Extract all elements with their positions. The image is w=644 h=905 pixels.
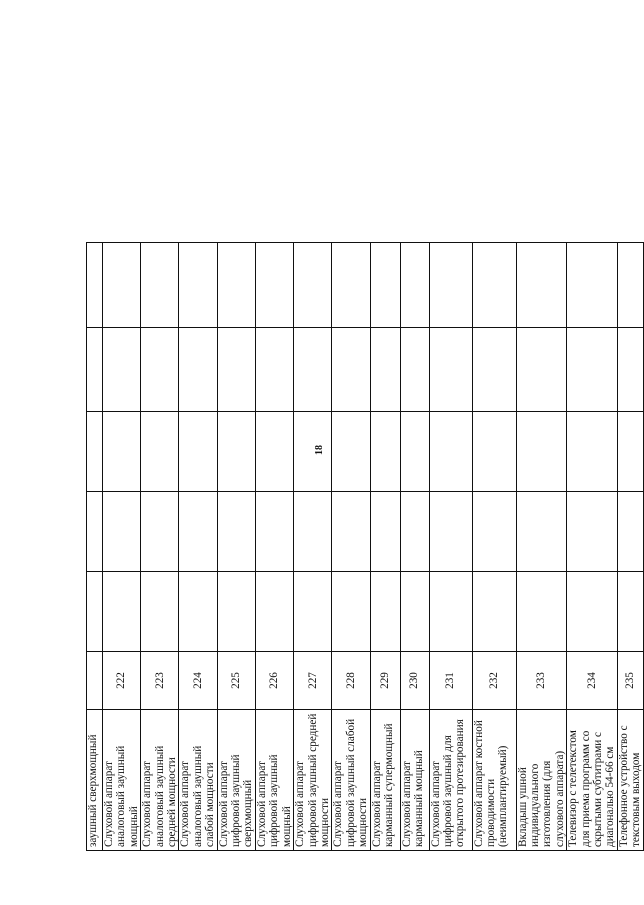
item-number-cell: 234 <box>567 652 618 710</box>
empty-cell <box>370 492 400 572</box>
empty-cell <box>332 572 370 652</box>
empty-cell <box>217 243 255 328</box>
empty-cell <box>429 328 472 412</box>
empty-cell <box>179 243 217 328</box>
empty-cell <box>179 328 217 412</box>
rotated-table-container <box>86 243 643 851</box>
item-name-cell: Слуховой аппарат аналоговый заушный средней мощности <box>141 710 179 851</box>
empty-cell <box>255 492 293 572</box>
empty-cell <box>179 572 217 652</box>
empty-cell <box>472 492 516 572</box>
item-name-cell: Телевизор с телетекстом для приема программ со скрытыми субтитрами с диагональю 54-66 см <box>567 710 618 851</box>
empty-cell <box>294 492 332 572</box>
empty-cell <box>294 243 332 328</box>
empty-cell <box>179 492 217 572</box>
empty-cell <box>617 243 643 328</box>
item-name-cell: Слуховой аппарат цифровой заушный средней мощности <box>294 710 332 851</box>
item-name-cell: Слуховой аппарат карманный супермощный <box>370 710 400 851</box>
item-name-cell: Вкладыш ушной индивидуального изготовления (для слухового аппарата) <box>516 710 567 851</box>
item-name-cell: Слуховой аппарат карманный мощный <box>400 710 429 851</box>
empty-cell <box>294 572 332 652</box>
empty-cell <box>400 412 429 492</box>
item-name-cell: Слуховой аппарат аналоговый заушный слабой мощности <box>179 710 217 851</box>
empty-cell <box>472 572 516 652</box>
table-row <box>217 243 255 851</box>
empty-cell <box>332 492 370 572</box>
empty-cell <box>516 328 567 412</box>
empty-cell <box>294 412 332 492</box>
item-number-cell: 224 <box>179 652 217 710</box>
table-row <box>294 243 332 851</box>
empty-cell <box>103 328 141 412</box>
empty-cell <box>294 328 332 412</box>
empty-cell <box>567 243 618 328</box>
item-number-cell: 229 <box>370 652 400 710</box>
empty-cell <box>617 492 643 572</box>
table-row <box>516 243 567 851</box>
empty-cell <box>217 572 255 652</box>
item-name-cell: Слуховой аппарат цифровой заушный слабой мощности <box>332 710 370 851</box>
empty-cell <box>87 243 103 328</box>
equipment-table <box>86 242 644 851</box>
table-row <box>87 243 103 851</box>
empty-cell <box>103 492 141 572</box>
empty-cell <box>141 572 179 652</box>
table-row <box>179 243 217 851</box>
empty-cell <box>87 492 103 572</box>
empty-cell <box>141 412 179 492</box>
table-row <box>400 243 429 851</box>
item-number-cell: 233 <box>516 652 567 710</box>
item-name-cell: Слуховой аппарат костной проводимости (неимплантируемый) <box>472 710 516 851</box>
empty-cell <box>370 243 400 328</box>
empty-cell <box>87 328 103 412</box>
item-name-cell: Слуховой аппарат цифровой заушный мощный <box>255 710 293 851</box>
empty-cell <box>332 243 370 328</box>
empty-cell <box>429 492 472 572</box>
empty-cell <box>217 328 255 412</box>
item-number-cell: 222 <box>103 652 141 710</box>
empty-cell <box>400 572 429 652</box>
item-name-cell: Телефонное устройство с текстовым выходом <box>617 710 643 851</box>
empty-cell <box>103 572 141 652</box>
empty-cell <box>567 492 618 572</box>
empty-cell <box>141 492 179 572</box>
table-row <box>429 243 472 851</box>
table-row <box>255 243 293 851</box>
table-row <box>472 243 516 851</box>
item-name-cell: заушный сверхмощный <box>87 710 103 851</box>
empty-cell <box>400 328 429 412</box>
item-number-cell: 227 <box>294 652 332 710</box>
empty-cell <box>255 328 293 412</box>
empty-cell <box>370 328 400 412</box>
item-number-cell: 235 <box>617 652 643 710</box>
item-name-cell: Слуховой аппарат аналоговый заушный мощный <box>103 710 141 851</box>
empty-cell <box>332 328 370 412</box>
empty-cell <box>516 243 567 328</box>
empty-cell <box>255 572 293 652</box>
table-row <box>103 243 141 851</box>
item-number-cell: 230 <box>400 652 429 710</box>
table-row <box>567 243 618 851</box>
empty-cell <box>370 412 400 492</box>
empty-cell <box>472 243 516 328</box>
table-row <box>370 243 400 851</box>
empty-cell <box>255 243 293 328</box>
empty-cell <box>400 243 429 328</box>
table-row <box>332 243 370 851</box>
empty-cell <box>255 412 293 492</box>
item-number-cell: 231 <box>429 652 472 710</box>
empty-cell <box>429 243 472 328</box>
empty-cell <box>516 492 567 572</box>
empty-cell <box>567 412 618 492</box>
page-number: 18 <box>313 445 325 455</box>
empty-cell <box>617 572 643 652</box>
empty-cell <box>103 412 141 492</box>
empty-cell <box>87 412 103 492</box>
empty-cell <box>516 412 567 492</box>
item-number-cell: 225 <box>217 652 255 710</box>
empty-cell <box>370 572 400 652</box>
item-name-cell: Слуховой аппарат цифровой заушный сверхмощный <box>217 710 255 851</box>
empty-cell <box>141 243 179 328</box>
table-row <box>617 243 643 851</box>
item-number-cell <box>87 652 103 710</box>
empty-cell <box>472 328 516 412</box>
empty-cell <box>332 412 370 492</box>
empty-cell <box>617 328 643 412</box>
empty-cell <box>567 328 618 412</box>
empty-cell <box>567 572 618 652</box>
empty-cell <box>429 412 472 492</box>
empty-cell <box>516 572 567 652</box>
empty-cell <box>217 492 255 572</box>
item-number-cell: 232 <box>472 652 516 710</box>
item-number-cell: 223 <box>141 652 179 710</box>
empty-cell <box>400 492 429 572</box>
table-row <box>141 243 179 851</box>
empty-cell <box>87 572 103 652</box>
empty-cell <box>179 412 217 492</box>
item-number-cell: 228 <box>332 652 370 710</box>
item-number-cell: 226 <box>255 652 293 710</box>
empty-cell <box>103 243 141 328</box>
item-name-cell: Слуховой аппарат цифровой заушный для открытого протезирования <box>429 710 472 851</box>
empty-cell <box>472 412 516 492</box>
empty-cell <box>429 572 472 652</box>
empty-cell <box>617 412 643 492</box>
empty-cell <box>141 328 179 412</box>
empty-cell <box>217 412 255 492</box>
